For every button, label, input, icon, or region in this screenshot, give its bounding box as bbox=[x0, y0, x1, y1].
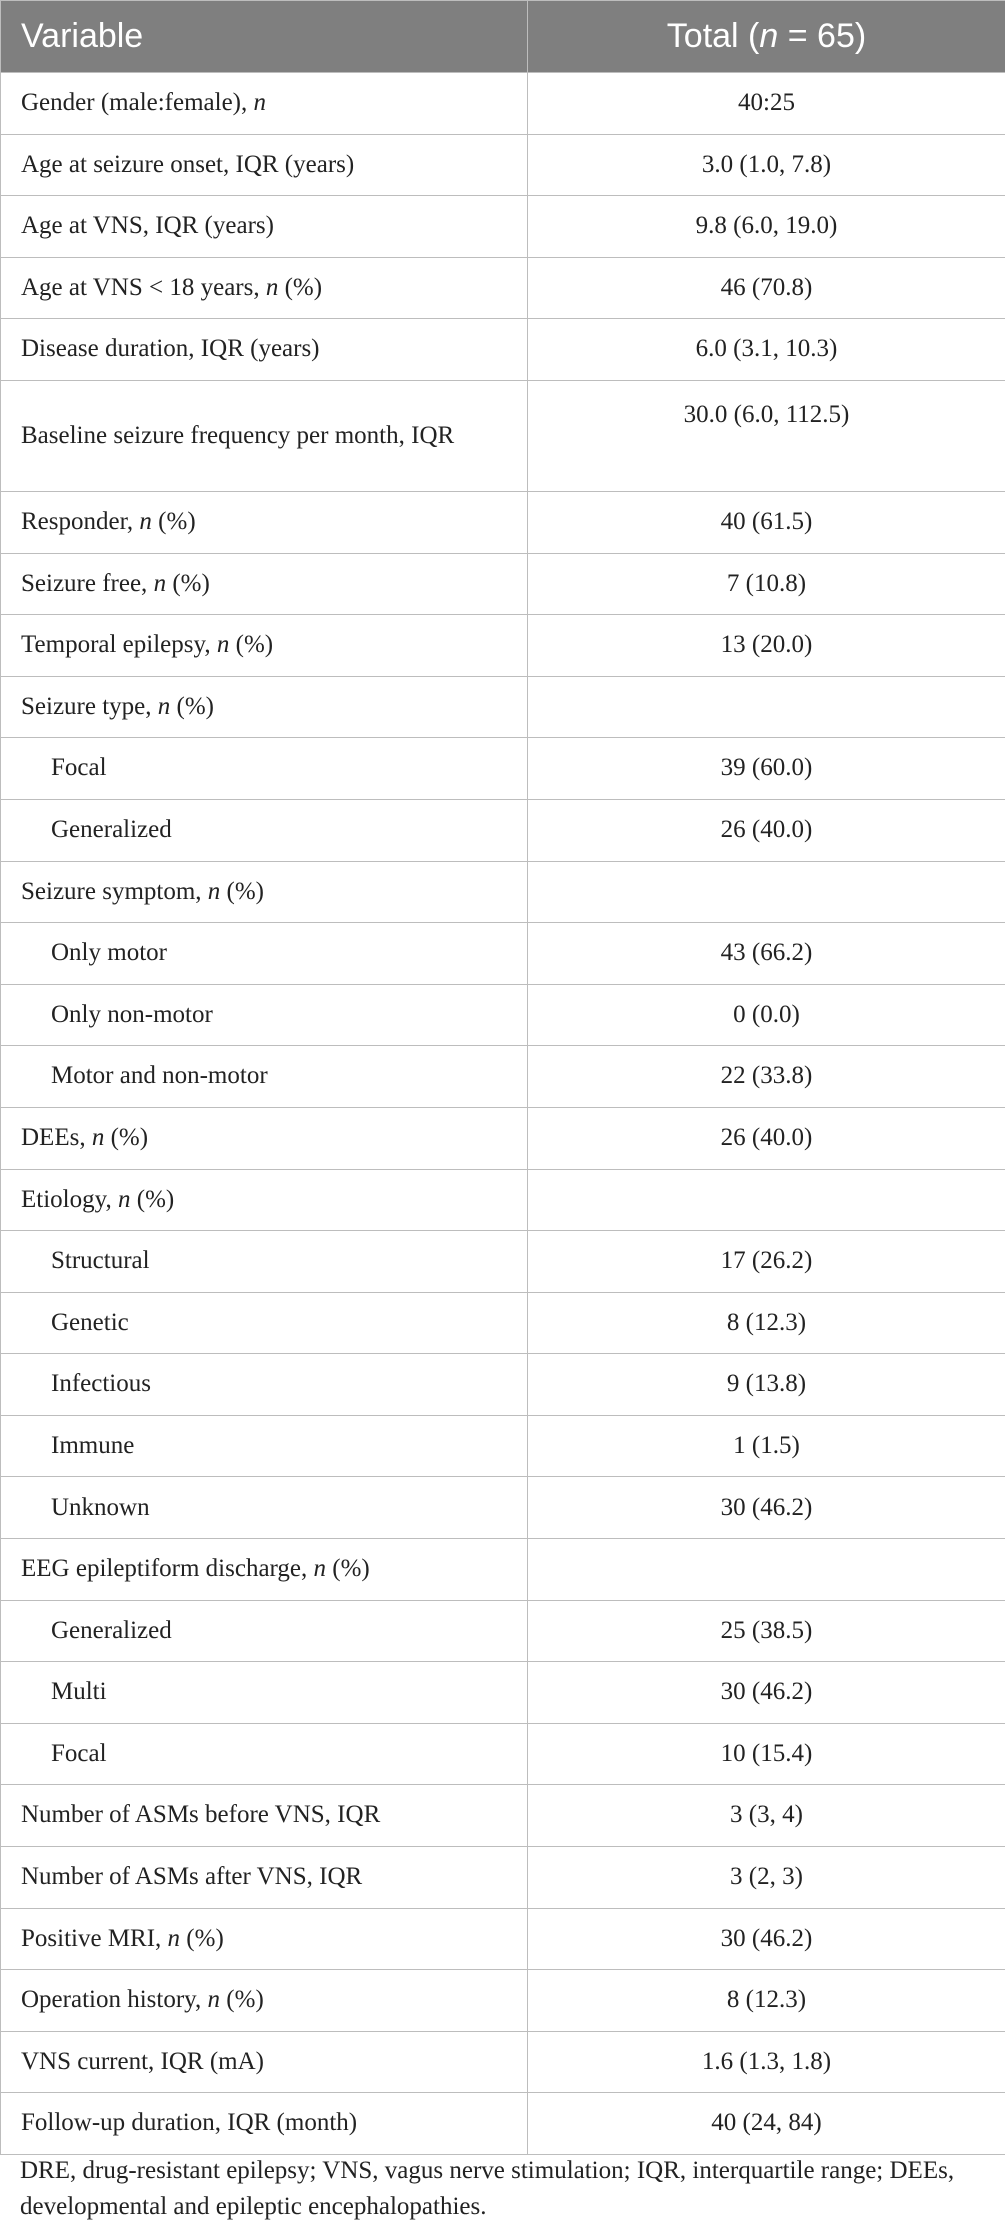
header-total-prefix: Total ( bbox=[666, 17, 760, 55]
variable-text-post: (%) bbox=[130, 1185, 175, 1213]
table-row bbox=[1, 1107, 1005, 1169]
variable-text-pre: Genetic bbox=[51, 1308, 129, 1336]
variable-text-pre: Etiology, bbox=[21, 1185, 118, 1213]
table-header bbox=[1, 1, 1005, 73]
value-cell: 3 (3, 4) bbox=[528, 1785, 1005, 1847]
table-row bbox=[1, 1169, 1005, 1231]
variable-text-it: n bbox=[91, 1123, 105, 1151]
variable-cell bbox=[1, 380, 528, 491]
value-cell: 9 (13.8) bbox=[528, 1354, 1005, 1416]
variable-cell bbox=[1, 1107, 528, 1169]
variable-text-it: n bbox=[167, 1924, 181, 1952]
table-row bbox=[1, 923, 1005, 985]
variable-cell bbox=[1, 491, 528, 553]
value-cell: 9.8 (6.0, 19.0) bbox=[528, 196, 1005, 258]
variable-text-pre: Unknown bbox=[51, 1493, 150, 1521]
value-cell: 7 (10.8) bbox=[528, 553, 1005, 615]
table-row bbox=[1, 1046, 1005, 1108]
variable-cell bbox=[1, 1847, 528, 1909]
variable-text-pre: Motor and non-motor bbox=[51, 1062, 268, 1090]
variable-cell bbox=[1, 1785, 528, 1847]
variable-text-pre: Age at VNS, IQR (years) bbox=[21, 212, 274, 240]
value-cell: 26 (40.0) bbox=[528, 1107, 1005, 1169]
variable-cell bbox=[1, 2093, 528, 2155]
variable-cell bbox=[1, 73, 528, 135]
variable-text-post: (%) bbox=[166, 569, 210, 597]
table-row bbox=[1, 1908, 1005, 1970]
variable-text-it: n bbox=[207, 1986, 221, 2014]
table-row bbox=[1, 1354, 1005, 1416]
variable-text-it: n bbox=[139, 508, 152, 536]
table-row bbox=[1, 257, 1005, 319]
table-row bbox=[1, 1970, 1005, 2032]
variable-cell bbox=[1, 1970, 528, 2032]
value-cell: 26 (40.0) bbox=[528, 799, 1005, 861]
header-variable: Variable bbox=[1, 1, 528, 73]
table-row bbox=[1, 553, 1005, 615]
table-row bbox=[1, 799, 1005, 861]
variable-text-pre: Age at VNS < 18 years, bbox=[21, 273, 266, 301]
variable-text-pre: Age at seizure onset, IQR (years) bbox=[21, 150, 355, 178]
value-cell: 3.0 (1.0, 7.8) bbox=[528, 134, 1005, 196]
variable-text-pre: Baseline seizure frequency per month, IQR bbox=[21, 421, 455, 449]
variable-text-post: (%) bbox=[278, 273, 323, 301]
table-row bbox=[1, 2031, 1005, 2093]
value-cell: 40 (61.5) bbox=[528, 491, 1005, 553]
header-total-suffix: = 65) bbox=[778, 17, 867, 55]
table-row bbox=[1, 1415, 1005, 1477]
variable-text-pre: Only motor bbox=[51, 939, 167, 967]
variable-text-pre: Seizure free, bbox=[21, 569, 154, 597]
variable-text-post: (%) bbox=[220, 1986, 264, 2014]
variable-cell bbox=[1, 1477, 528, 1539]
variable-text-pre: Temporal epilepsy, bbox=[21, 631, 217, 659]
variable-text-post: (%) bbox=[229, 631, 274, 659]
table-row bbox=[1, 196, 1005, 258]
variable-text-it: n bbox=[253, 89, 267, 117]
header-row bbox=[1, 1, 1005, 73]
variable-text-post: (%) bbox=[180, 1924, 224, 1952]
variable-text-it: n bbox=[265, 273, 279, 301]
value-cell: 46 (70.8) bbox=[528, 257, 1005, 319]
variable-text-it: n bbox=[313, 1555, 327, 1583]
table-row bbox=[1, 73, 1005, 135]
variable-cell bbox=[1, 676, 528, 738]
value-cell: 25 (38.5) bbox=[528, 1600, 1005, 1662]
variable-cell bbox=[1, 1600, 528, 1662]
variable-text-post: (%) bbox=[104, 1123, 149, 1151]
variable-text-post: (%) bbox=[151, 508, 196, 536]
variable-cell bbox=[1, 2031, 528, 2093]
table-row bbox=[1, 738, 1005, 800]
table-row bbox=[1, 615, 1005, 677]
variable-cell bbox=[1, 553, 528, 615]
variable-text-pre: Focal bbox=[51, 754, 107, 782]
value-cell: 43 (66.2) bbox=[528, 923, 1005, 985]
table-row bbox=[1, 1847, 1005, 1909]
variable-cell bbox=[1, 319, 528, 381]
value-cell: 40:25 bbox=[528, 73, 1005, 135]
table-body bbox=[1, 73, 1005, 2155]
variable-cell bbox=[1, 984, 528, 1046]
variable-cell bbox=[1, 1231, 528, 1293]
variable-text-pre: Disease duration, IQR (years) bbox=[21, 335, 320, 363]
variable-cell bbox=[1, 1046, 528, 1108]
table-row bbox=[1, 1723, 1005, 1785]
variable-text-it: n bbox=[216, 631, 230, 659]
value-cell bbox=[528, 1169, 1005, 1231]
variable-cell bbox=[1, 1539, 528, 1601]
variable-text-pre: Positive MRI, bbox=[21, 1924, 168, 1952]
value-cell: 6.0 (3.1, 10.3) bbox=[528, 319, 1005, 381]
table-row bbox=[1, 380, 1005, 491]
variable-text-pre: Generalized bbox=[51, 1616, 172, 1644]
variable-text-post: (%) bbox=[170, 692, 214, 720]
variable-text-pre: Gender (male:female), bbox=[21, 89, 254, 117]
value-cell: 1.6 (1.3, 1.8) bbox=[528, 2031, 1005, 2093]
table-row bbox=[1, 319, 1005, 381]
table-row bbox=[1, 134, 1005, 196]
value-cell: 30 (46.2) bbox=[528, 1908, 1005, 1970]
header-total-n: n bbox=[759, 17, 779, 55]
value-cell: 30.0 (6.0, 112.5) bbox=[528, 380, 1005, 491]
variable-cell bbox=[1, 1169, 528, 1231]
variable-text-it: n bbox=[157, 692, 171, 720]
variable-text-pre: VNS current, IQR (mA) bbox=[21, 2047, 265, 2075]
value-cell: 8 (12.3) bbox=[528, 1292, 1005, 1354]
variable-text-pre: Focal bbox=[51, 1739, 107, 1767]
table-row bbox=[1, 676, 1005, 738]
variable-text-post: (%) bbox=[326, 1555, 370, 1583]
variable-text-pre: Number of ASMs after VNS, IQR bbox=[21, 1863, 363, 1891]
variable-cell bbox=[1, 1292, 528, 1354]
value-cell: 22 (33.8) bbox=[528, 1046, 1005, 1108]
value-cell: 30 (46.2) bbox=[528, 1477, 1005, 1539]
variable-text-pre: Seizure symptom, bbox=[21, 877, 208, 905]
table-row bbox=[1, 984, 1005, 1046]
variable-cell bbox=[1, 799, 528, 861]
variable-text-pre: Number of ASMs before VNS, IQR bbox=[21, 1801, 381, 1829]
value-cell: 8 (12.3) bbox=[528, 1970, 1005, 2032]
variable-text-pre: DEEs, bbox=[21, 1123, 92, 1151]
variable-cell bbox=[1, 196, 528, 258]
value-cell: 30 (46.2) bbox=[528, 1662, 1005, 1724]
variable-text-pre: Immune bbox=[51, 1431, 135, 1459]
variable-text-pre: Structural bbox=[51, 1247, 150, 1275]
variable-text-pre: Seizure type, bbox=[21, 692, 158, 720]
table-row bbox=[1, 861, 1005, 923]
value-cell: 17 (26.2) bbox=[528, 1231, 1005, 1293]
variable-cell bbox=[1, 1662, 528, 1724]
table-row bbox=[1, 1539, 1005, 1601]
variable-text-pre: Infectious bbox=[51, 1370, 151, 1398]
variable-text-pre: Responder, bbox=[21, 508, 140, 536]
header-total bbox=[528, 1, 1005, 73]
variable-text-pre: Multi bbox=[51, 1678, 107, 1706]
variable-cell bbox=[1, 1354, 528, 1416]
variable-cell bbox=[1, 738, 528, 800]
value-cell: 0 (0.0) bbox=[528, 984, 1005, 1046]
variable-cell bbox=[1, 1908, 528, 1970]
value-cell: 40 (24, 84) bbox=[528, 2093, 1005, 2155]
value-cell: 1 (1.5) bbox=[528, 1415, 1005, 1477]
variable-cell bbox=[1, 257, 528, 319]
variable-text-pre: Follow-up duration, IQR (month) bbox=[21, 2109, 358, 2137]
variable-text-pre: Only non-motor bbox=[51, 1000, 213, 1028]
table-row bbox=[1, 1292, 1005, 1354]
table-row bbox=[1, 1600, 1005, 1662]
variable-text-it: n bbox=[118, 1185, 131, 1213]
variable-text-it: n bbox=[207, 877, 221, 905]
variable-cell bbox=[1, 134, 528, 196]
variable-cell bbox=[1, 923, 528, 985]
value-cell: 10 (15.4) bbox=[528, 1723, 1005, 1785]
table-row bbox=[1, 1785, 1005, 1847]
value-cell: 3 (2, 3) bbox=[528, 1847, 1005, 1909]
variable-cell bbox=[1, 615, 528, 677]
variable-cell bbox=[1, 1415, 528, 1477]
table-row bbox=[1, 1231, 1005, 1293]
variable-cell bbox=[1, 1723, 528, 1785]
variable-text-it: n bbox=[153, 569, 167, 597]
value-cell bbox=[528, 861, 1005, 923]
variable-text-pre: Generalized bbox=[51, 815, 172, 843]
table-row bbox=[1, 1662, 1005, 1724]
value-cell bbox=[528, 1539, 1005, 1601]
table-row bbox=[1, 2093, 1005, 2155]
table-footnote: DRE, drug-resistant epilepsy; VNS, vagus nerve stimulation; IQR, interquartile range; DEEs, developmental and epileptic encephalopathies. bbox=[20, 2157, 955, 2221]
variable-text-pre: EEG epileptiform discharge, bbox=[21, 1555, 314, 1583]
value-cell: 13 (20.0) bbox=[528, 615, 1005, 677]
variable-text-pre: Operation history, bbox=[21, 1986, 208, 2014]
table-row bbox=[1, 1477, 1005, 1539]
variable-cell bbox=[1, 861, 528, 923]
variable-text-post: (%) bbox=[220, 877, 265, 905]
table-row bbox=[1, 491, 1005, 553]
value-cell bbox=[528, 676, 1005, 738]
value-cell: 39 (60.0) bbox=[528, 738, 1005, 800]
